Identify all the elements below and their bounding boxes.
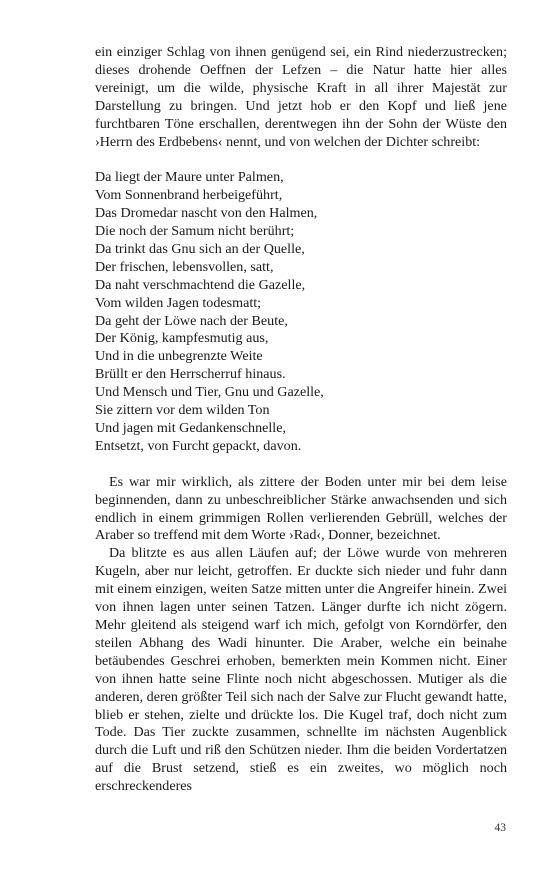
paragraph: Da blitzte es aus allen Läufen auf; der Löwe wurde von mehreren Kugeln, aber nur leicht, getroffen. Er duckte sich nieder und fuhr dann mit einem einzigen, weiten Satze mitten unter die Angreifer hinein. Zwei von ihnen lagen unter seinen Tatzen. Länger durfte ich nicht zögern. Mehr gleitend als steigend warf ich mich, gefolgt von Korndörfer, den steilen Abhang des Wadi hinunter. Die Araber, welche ein beinahe betäubendes Geschrei erhoben, bemerkten mein Kommen nicht. Einer von ihnen hatte seine Flinte noch nicht abgeschossen. Mutiger als die anderen, deren größter Teil sich nach der Salve zur Flucht gewandt hatte, blieb er stehen, zielte und drückte los. Die Kugel traf, doch nicht zum Tode. Das Tier zuckte zusammen, schnellte im nächsten Augenblick durch die Luft und riß den Schützen nieder. Ihm die beiden Vordertatzen auf die Brust setzend, stieß es ein zweites, wo möglich noch erschreckenderes	[95, 545, 507, 795]
poem-line: Da geht der Löwe nach der Beute,	[95, 312, 288, 329]
poem-line: Vom wilden Jagen todesmatt;	[95, 294, 262, 311]
poem-line: Vom Sonnenbrand herbeigeführt,	[95, 187, 283, 204]
poem-line: Die noch der Samum nicht berührt;	[95, 223, 295, 240]
poem-line: Da liegt der Maure unter Palmen,	[95, 169, 284, 186]
paragraph: Es war mir wirklich, als zittere der Boden unter mir bei dem leise beginnenden, dann zu unbeschreiblicher Stärke anwachsenden und sich endlich in einem grimmigen Rollen verlierenden Gebrüll, welches der Araber so treffend mit dem Worte ›Rad‹, Donner, bezeichnet.	[95, 473, 507, 544]
poem-line: Sie zittern vor dem wilden Ton	[95, 402, 270, 419]
spacer	[95, 151, 507, 169]
poem-line: Da trinkt das Gnu sich an der Quelle,	[95, 240, 305, 257]
poem-line: Der König, kampfesmutig aus,	[95, 330, 269, 347]
poem-line: Und Mensch und Tier, Gnu und Gazelle,	[95, 384, 324, 401]
book-page	[95, 44, 507, 796]
poem-line: Da naht verschmachtend die Gazelle,	[95, 276, 306, 293]
poem-block	[95, 169, 507, 456]
poem-line: Der frischen, lebensvollen, satt,	[95, 258, 274, 275]
poem-line: Und in die unbegrenzte Weite	[95, 348, 263, 365]
poem-line: Brüllt er den Herrscherruf hinaus.	[95, 366, 286, 383]
spacer	[95, 456, 507, 474]
page-number: 43	[494, 822, 506, 834]
poem-line: Und jagen mit Gedankenschnelle,	[95, 420, 286, 437]
paragraph-continued: ein einziger Schlag von ihnen genügend sei, ein Rind niederzustrecken; dieses drohende Oeffnen der Lefzen – die Natur hatte hier alles vereinigt, um die wilde, physische Kraft in all ihrer Majestät zur Darstellung zu bringen. Und jetzt hob er den Kopf und ließ jene furchtbaren Töne erschallen, derentwegen ihn der Sohn der Wüste den ›Herrn des Erdbebens‹ nennt, und von welchen der Dichter schreibt:	[95, 44, 507, 150]
poem-line: Das Dromedar nascht von den Halmen,	[95, 205, 318, 222]
poem-line: Entsetzt, von Furcht gepackt, davon.	[95, 437, 302, 454]
